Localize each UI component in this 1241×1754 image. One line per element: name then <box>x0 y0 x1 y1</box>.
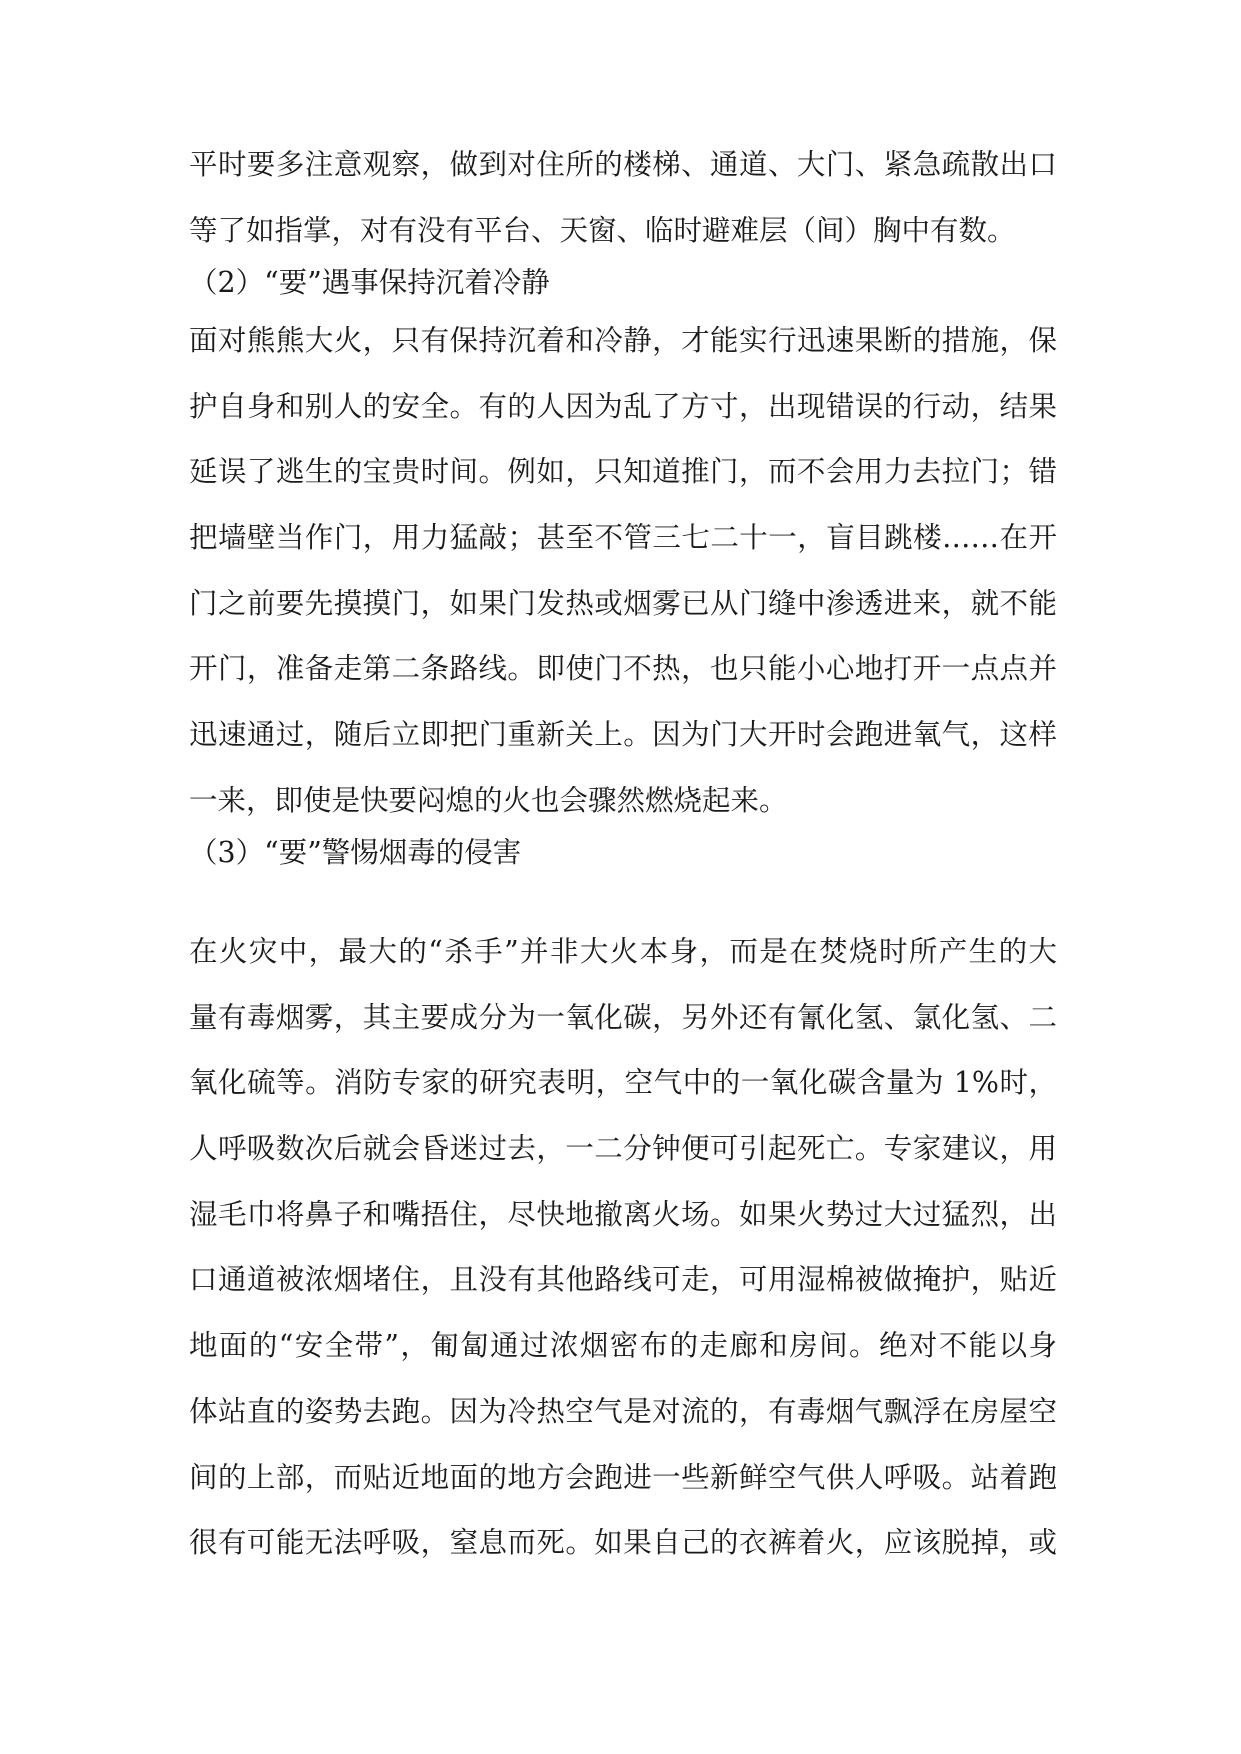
paragraph-3-line: 湿毛巾将鼻子和嘴捂住，尽快地撤离火场。如果火势过大过猛烈，出 <box>189 1197 1057 1231</box>
paragraph-3 <box>189 919 1057 1576</box>
paragraph-2-line: 门之前要先摸摸门，如果门发热或烟雾已从门缝中渗透进来，就不能 <box>189 586 1057 620</box>
section-heading-2: （2）“要”遇事保持沉着冷静 <box>189 266 550 299</box>
paragraph-2-line: 开门，准备走第二条路线。即使门不热，也只能小心地打开一点点并 <box>189 652 1057 686</box>
paragraph-2-line: 迅速通过，随后立即把门重新关上。因为门大开时会跑进氧气，这样 <box>189 718 1057 752</box>
paragraph-3-line: 很有可能无法呼吸，窒息而死。如果自己的衣裤着火，应该脱掉，或 <box>189 1526 1057 1560</box>
paragraph-3-line: 间的上部，而贴近地面的地方会跑进一些新鲜空气供人呼吸。站着跑 <box>189 1460 1057 1494</box>
paragraph-2-line: 延误了逃生的宝贵时间。例如，只知道推门，而不会用力去拉门；错 <box>189 455 1057 489</box>
paragraph-3-line: 口通道被浓烟堵住，且没有其他路线可走，可用湿棉被做掩护，贴近 <box>189 1263 1057 1297</box>
paragraph-1 <box>189 132 1057 263</box>
paragraph-3-line: 体站直的姿势去跑。因为冷热空气是对流的，有毒烟气飘浮在房屋空 <box>189 1394 1057 1428</box>
paragraph-3-line: 量有毒烟雾，其主要成分为一氧化碳，另外还有氰化氢、氯化氢、二 <box>189 1000 1057 1034</box>
paragraph-2-line: 一来，即使是快要闷熄的火也会骤然燃烧起来。 <box>189 783 788 817</box>
paragraph-2-line: 把墙壁当作门，用力猛敲；甚至不管三七二十一，盲目跳楼……在开 <box>189 521 1057 555</box>
paragraph-3-line: 地面的“安全带”，匍匐通过浓烟密布的走廊和房间。绝对不能以身 <box>189 1329 1057 1363</box>
section-heading-3: （3）“要”警惕烟毒的侵害 <box>189 836 522 869</box>
paragraph-2 <box>189 308 1057 834</box>
paragraph-3-line: 氧化硫等。消防专家的研究表明，空气中的一氧化碳含量为 1%时， <box>189 1066 1057 1100</box>
paragraph-3-line: 在火灾中，最大的“杀手”并非大火本身，而是在焚烧时所产生的大 <box>189 935 1057 968</box>
paragraph-1-line: 等了如指掌，对有没有平台、天窗、临时避难层（间）胸中有数。 <box>189 213 1016 247</box>
paragraph-3-line: 人呼吸数次后就会昏迷过去，一二分钟便可引起死亡。专家建议，用 <box>189 1132 1057 1166</box>
paragraph-2-line: 面对熊熊大火，只有保持沉着和冷静，才能实行迅速果断的措施，保 <box>189 324 1057 357</box>
paragraph-2-line: 护自身和别人的安全。有的人因为乱了方寸，出现错误的行动，结果 <box>189 389 1057 423</box>
paragraph-1-line: 平时要多注意观察，做到对住所的楼梯、通道、大门、紧急疏散出口 <box>189 148 1057 181</box>
